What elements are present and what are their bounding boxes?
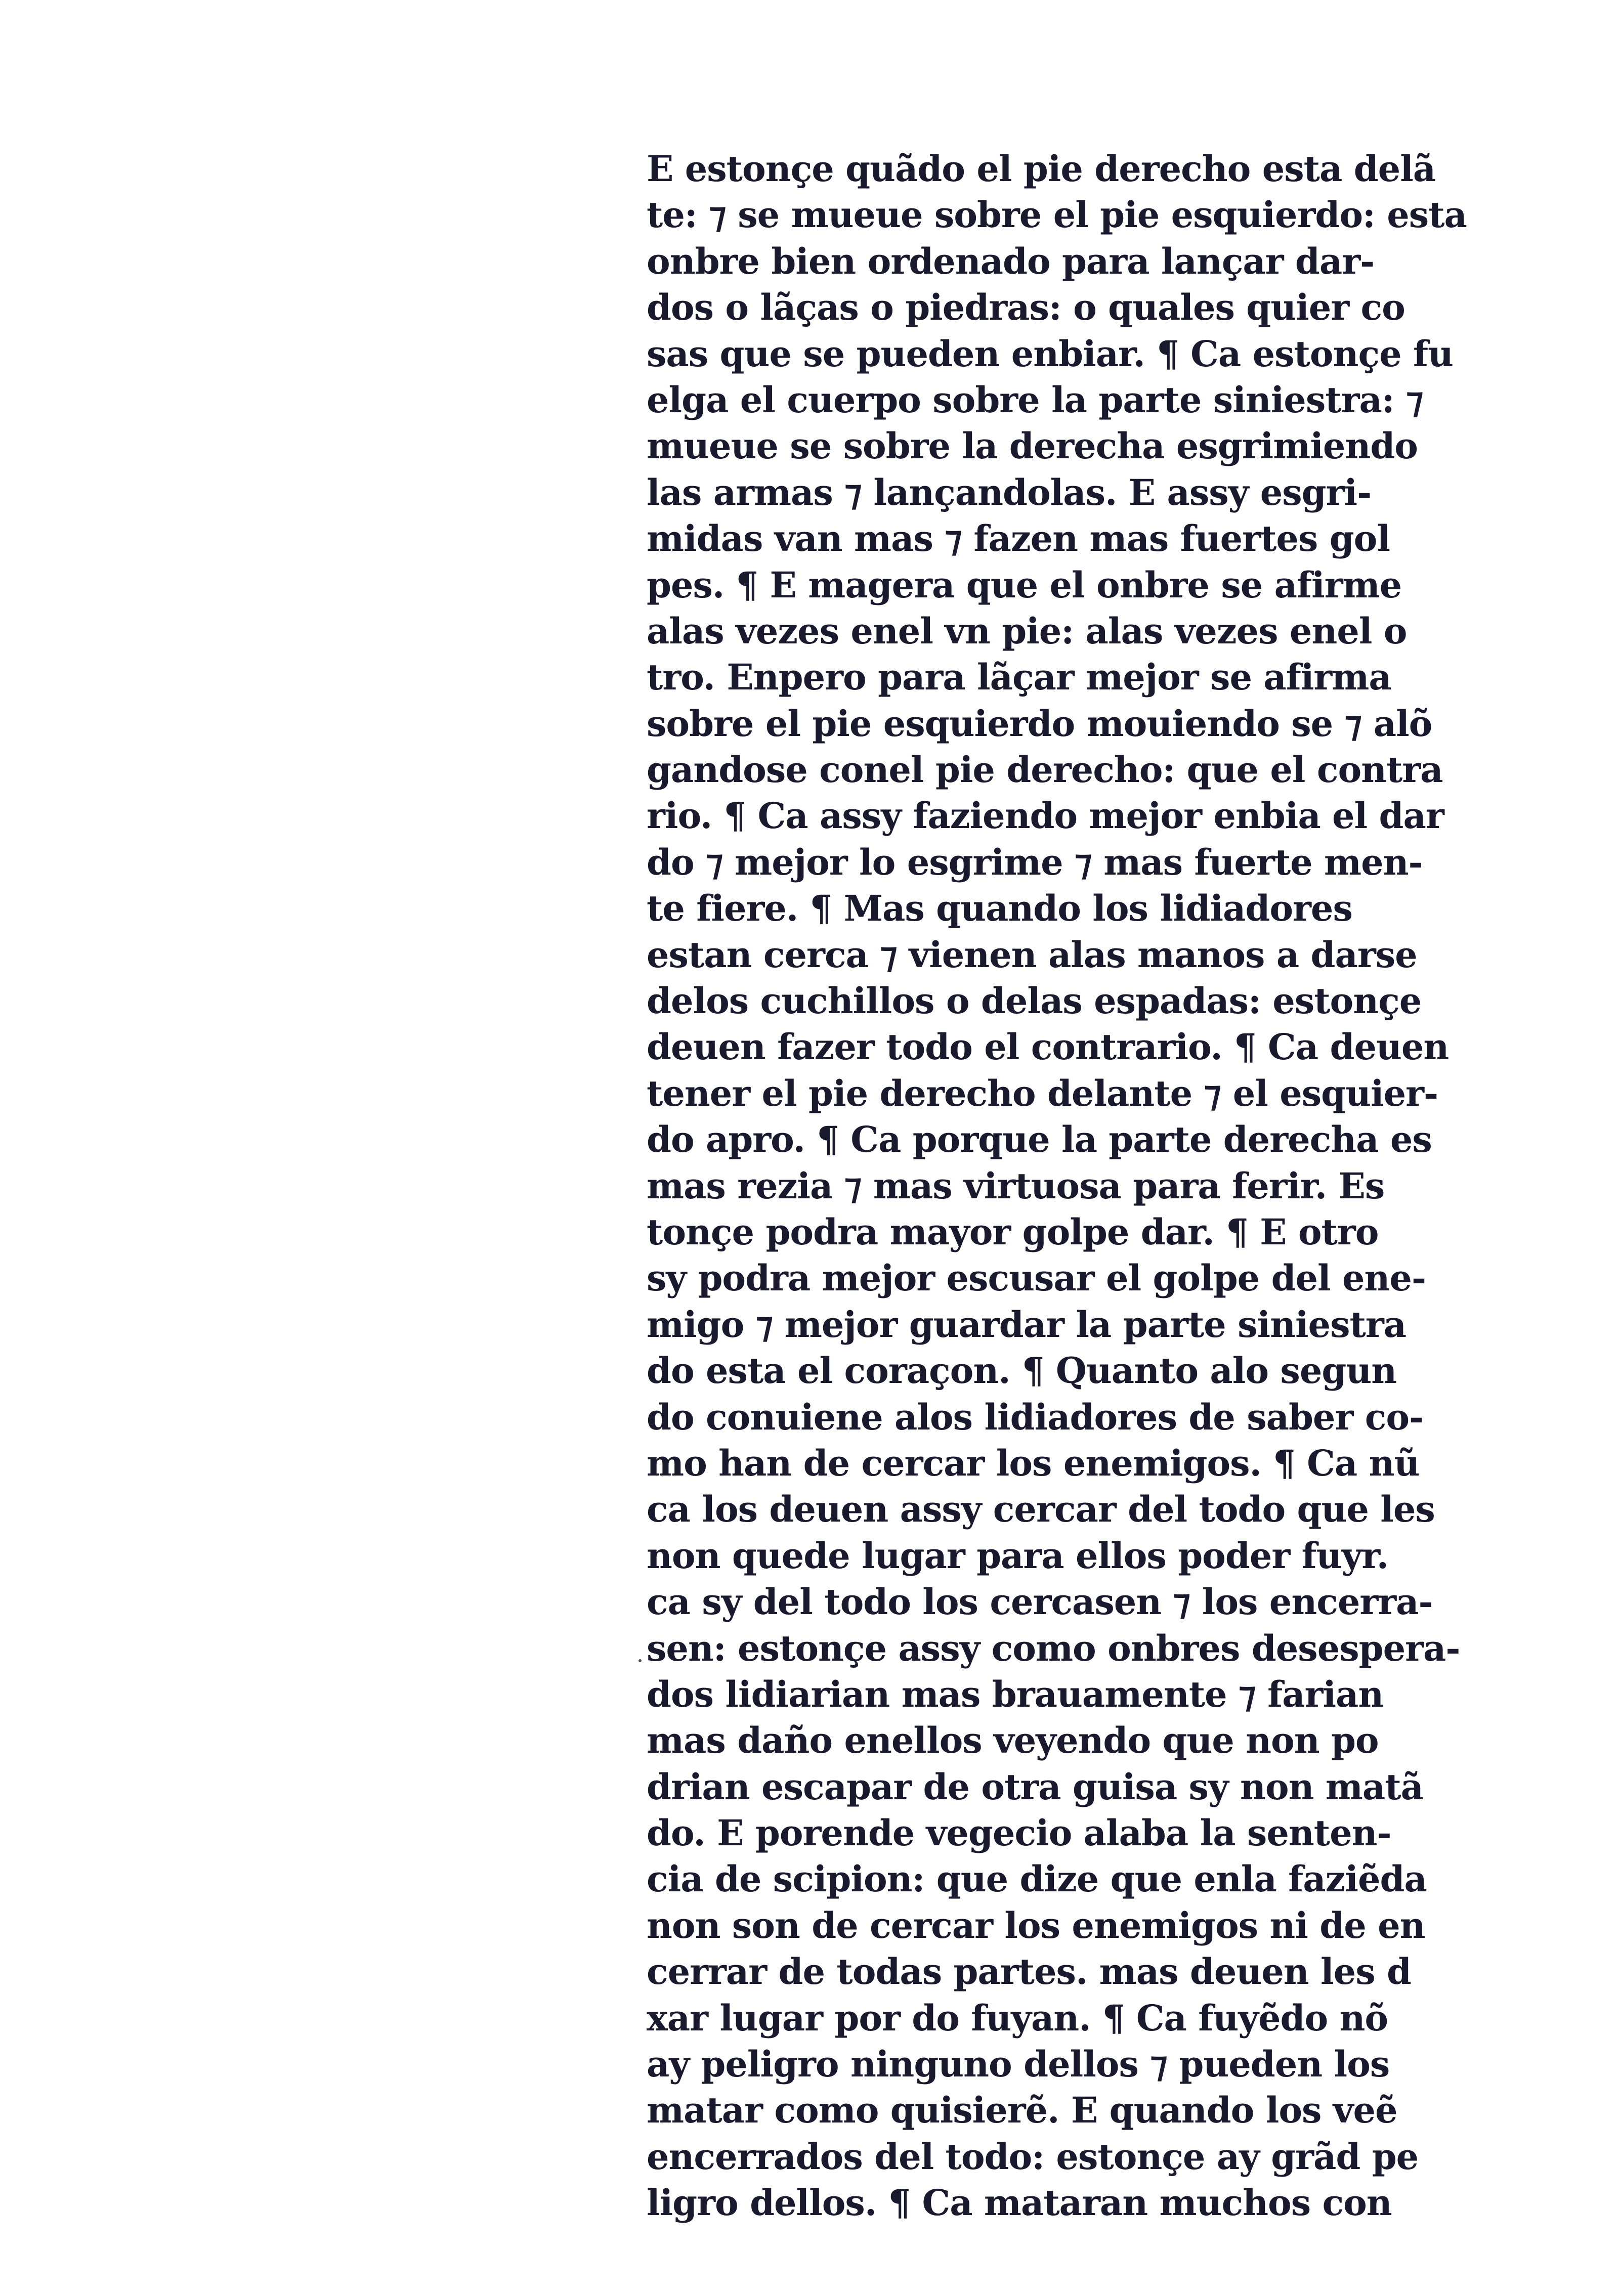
text-line: do. E porende vegecio alaba la senten- — [647, 1812, 1391, 1854]
text-line: do conuiene alos lidiadores de saber co- — [647, 1396, 1424, 1438]
text-line: pes. ¶ E magera que el onbre se afirme — [647, 564, 1402, 606]
text-line: migo ⁊ mejor guardar la parte siniestra — [647, 1303, 1407, 1346]
text-line: sen: estonçe assy como onbres desespera- — [647, 1627, 1460, 1669]
text-line: matar como quisierẽ. E quando los veẽ — [647, 2089, 1397, 2132]
text-line: dos o lãças o piedras: o quales quier co — [647, 286, 1405, 329]
ink-speck — [638, 1659, 642, 1662]
text-line: sy podra mejor escusar el golpe del ene- — [647, 1257, 1426, 1299]
text-line: ca los deuen assy cercar del todo que les — [647, 1488, 1435, 1531]
text-line: ligro dellos. ¶ Ca mataran muchos con — [647, 2182, 1392, 2224]
text-line: cia de scipion: que dize que enla faziẽda — [647, 1858, 1427, 1900]
text-line: encerrados del todo: estonçe ay grãd pe — [647, 2135, 1419, 2178]
text-line: dos lidiarian mas brauamente ⁊ farian — [647, 1673, 1384, 1715]
text-line: non son de cercar los enemigos ni de en — [647, 1904, 1425, 1946]
text-line: do ⁊ mejor lo esgrime ⁊ mas fuerte men- — [647, 841, 1423, 883]
text-line: mo han de cercar los enemigos. ¶ Ca nũ — [647, 1442, 1420, 1484]
text-line: do apro. ¶ Ca porque la parte derecha es — [647, 1118, 1432, 1161]
text-column — [647, 146, 1467, 2226]
text-line: tro. Enpero para lãçar mejor se afirma — [647, 656, 1391, 699]
text-line: ay peligro ninguno dellos ⁊ pueden los — [647, 2043, 1390, 2086]
text-line: te: ⁊ se mueue sobre el pie esquierdo: esta — [647, 194, 1467, 236]
text-line: delos cuchillos o delas espadas: estonçe — [647, 980, 1422, 1022]
text-line: mueue se sobre la derecha esgrimiendo — [647, 425, 1418, 467]
text-line: E estonçe quãdo el pie derecho esta delã — [647, 148, 1436, 190]
text-line: te fiere. ¶ Mas quando los lidiadores — [647, 887, 1352, 930]
text-line: mas daño enellos veyendo que non po — [647, 1719, 1379, 1762]
text-line: rio. ¶ Ca assy faziendo mejor enbia el dar — [647, 795, 1444, 837]
text-line: tonçe podra mayor golpe dar. ¶ E otro — [647, 1210, 1379, 1253]
text-line: sobre el pie esquierdo mouiendo se ⁊ alõ — [647, 702, 1432, 745]
text-line: cerrar de todas partes. mas deuen les d — [647, 1951, 1411, 1993]
text-line: alas vezes enel vn pie: alas vezes enel o — [647, 610, 1407, 652]
text-line: estan cerca ⁊ vienen alas manos a darse — [647, 933, 1417, 976]
text-line: mas rezia ⁊ mas virtuosa para ferir. Es — [647, 1164, 1385, 1207]
text-line: deuen fazer todo el contrario. ¶ Ca deuen — [647, 1026, 1449, 1068]
text-line: do esta el coraçon. ¶ Quanto alo segun — [647, 1350, 1397, 1392]
text-line: elga el cuerpo sobre la parte siniestra: ⁊ — [647, 378, 1423, 421]
text-line: drian escapar de otra guisa sy non matã — [647, 1765, 1423, 1808]
text-line: onbre bien ordenado para lançar dar- — [647, 240, 1375, 282]
text-line: sas que se pueden enbiar. ¶ Ca estonçe fu — [647, 332, 1453, 375]
text-line: xar lugar por do fuyan. ¶ Ca fuyẽdo nõ — [647, 1997, 1388, 2039]
text-line: tener el pie derecho delante ⁊ el esquier- — [647, 1072, 1438, 1114]
text-line: gandose conel pie derecho: que el contra — [647, 749, 1443, 791]
text-line: midas van mas ⁊ fazen mas fuertes gol — [647, 517, 1390, 560]
text-line: las armas ⁊ lançandolas. E assy esgri- — [647, 471, 1372, 513]
text-line: ca sy del todo los cercasen ⁊ los encerra- — [647, 1581, 1433, 1623]
text-line: non quede lugar para ellos poder fuyr. — [647, 1534, 1389, 1577]
